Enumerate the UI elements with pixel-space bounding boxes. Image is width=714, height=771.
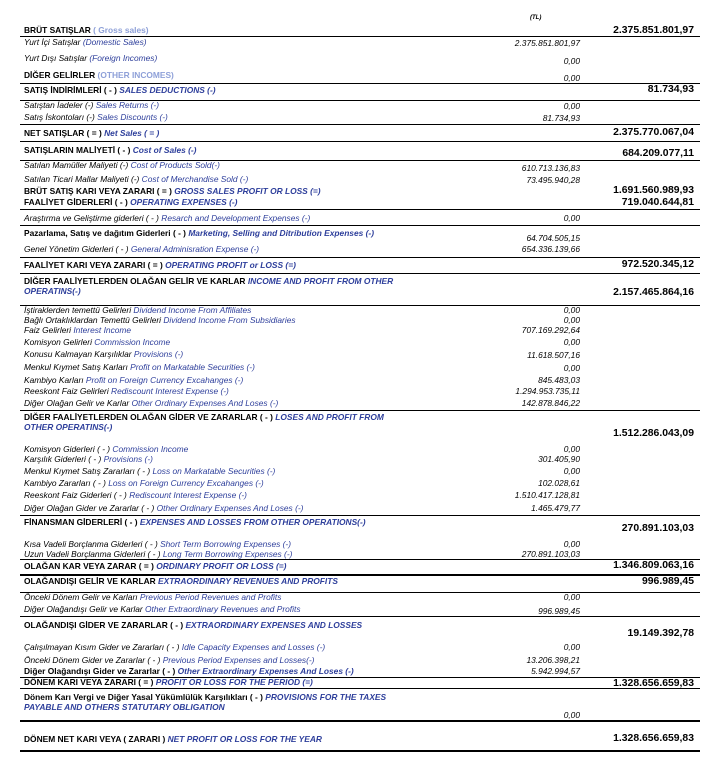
row-label-english: PROVISIONS FOR THE TAXES PAYABLE AND OTHERS STATUTARY OBLIGATION [24, 692, 387, 712]
row-label-english: Previous Period Expenses and Losses(-) [162, 655, 315, 665]
statement-row [20, 174, 700, 185]
row-label-english: Commission Income [112, 444, 189, 454]
statement-row [20, 348, 700, 361]
detail-amount: 0,00 [563, 444, 580, 454]
row-label-english: Other Ordinary Expenses And Loses (-) [156, 503, 304, 513]
row-label [24, 128, 159, 138]
statement-row [20, 454, 700, 465]
row-label-turkish: Araştırma ve Geliştirme giderleri ( - ) [24, 213, 159, 223]
row-label-turkish: NET SATIŞLAR ( = ) [24, 128, 102, 138]
statement-row [20, 83, 700, 101]
row-label-english: Provisions (-) [133, 349, 184, 359]
row-label [24, 315, 296, 325]
statement-row [20, 410, 700, 444]
row-label-turkish: Reeskont Faiz Gelirleri [24, 386, 109, 396]
row-label-turkish: Konusu Kalmayan Karşılıklar [24, 349, 132, 359]
total-amount: 2.157.465.864,16 [613, 287, 694, 298]
row-label-turkish: DİĞER FAALİYETLERDEN OLAĞAN GİDER VE ZARARLAR ( - ) [24, 412, 273, 422]
row-label-english: Dividend Income From Affiliates [133, 305, 252, 315]
row-label-turkish: Satılan Ticari Mallar Maliyeti (-) [24, 174, 140, 184]
row-label-english: Marketing, Selling and Ditribution Expenses (-) [188, 228, 374, 238]
row-label-english: Other Extraordinary Expenses And Loses (-) [177, 666, 354, 676]
row-label [24, 174, 248, 184]
detail-amount: 654.336.139,66 [521, 244, 580, 254]
row-label-turkish: FİNANSMAN GİDERLERİ ( - ) [24, 517, 138, 527]
row-label [24, 592, 281, 602]
detail-amount: 0,00 [563, 101, 580, 111]
row-label [24, 325, 131, 335]
row-label-turkish: Diğer Olağandışı Gelir ve Karlar [24, 604, 143, 614]
row-label-english: PROFIT OR LOSS FOR THE PERIOD (=) [155, 677, 313, 687]
row-label-english: Rediscount Interest Expense (-) [111, 386, 229, 396]
row-label-turkish: SATIŞLARIN MALİYETİ ( - ) [24, 145, 131, 155]
row-label [24, 642, 325, 652]
row-label-turkish: Pazarlama, Satış ve dağıtım Giderleri ( - ) [24, 228, 186, 238]
row-label-turkish: DÖNEM NET KARI VEYA ( ZARARI ) [24, 734, 166, 744]
statement-row [20, 386, 700, 396]
total-amount: 1.328.656.659,83 [613, 678, 694, 689]
row-label-turkish: OLAĞANDIŞI GİDER VE ZARARLAR ( - ) [24, 620, 184, 630]
row-label-english: OPERATING EXPENSES (-) [130, 197, 238, 207]
row-label [24, 349, 183, 359]
total-amount: 1.691.560.989,93 [613, 185, 694, 196]
row-label [24, 305, 251, 315]
row-label-turkish: Faiz Gelirleri [24, 325, 71, 335]
income-statement [20, 0, 700, 771]
statement-row [20, 602, 700, 617]
statement-row [20, 501, 700, 516]
row-label-turkish: Komisyon Giderleri ( - ) [24, 444, 111, 454]
row-label-turkish: İştiraklerden temettü Gelirleri [24, 305, 132, 315]
row-label-turkish: Kısa Vadeli Borçlanma Giderleri ( - ) [24, 539, 158, 549]
row-label-english: NET PROFIT OR LOSS FOR THE YEAR [167, 734, 322, 744]
row-label-turkish: Önceki Dönem Gider ve Zararlar ( - ) [24, 655, 161, 665]
detail-amount: 0,00 [563, 337, 580, 347]
row-label [24, 677, 313, 687]
row-label [24, 213, 310, 223]
statement-row [20, 185, 700, 197]
row-label-english: Idle Capacity Expenses and Losses (-) [181, 642, 326, 652]
row-label [24, 561, 286, 571]
row-label-english: ORDINARY PROFIT OR LOSS (=) [156, 561, 287, 571]
row-label [24, 386, 229, 396]
statement-row [20, 209, 700, 226]
detail-amount: 1.510.417.128,81 [514, 490, 580, 500]
row-label [24, 375, 243, 385]
row-label-english: Previous Period Revenues and Profits [139, 592, 282, 602]
statement-row [20, 325, 700, 336]
detail-amount: 610.713.136,83 [521, 163, 580, 173]
row-label-english: Profit on Foreign Currency Excahanges (-) [85, 375, 244, 385]
row-label [24, 112, 168, 122]
row-label-turkish: SATIŞ İNDİRİMLERİ ( - ) [24, 85, 117, 95]
row-label [24, 228, 374, 238]
row-label [24, 517, 366, 527]
row-label-turkish: BRÜT SATIŞ KARI VEYA ZARARI ( = ) [24, 186, 172, 196]
detail-amount: 0,00 [563, 466, 580, 476]
row-label-turkish: BRÜT SATIŞLAR [24, 25, 91, 35]
row-label-english: OPERATING PROFIT or LOSS (=) [165, 260, 296, 270]
row-label [24, 412, 404, 432]
row-label-english: Cost of Merchandise Sold (-) [141, 174, 249, 184]
statement-row [20, 141, 700, 161]
row-label [24, 197, 237, 207]
statement-row [20, 305, 700, 315]
statement-row [20, 66, 700, 84]
row-label-turkish: OLAĞANDIŞI GELİR VE KARLAR [24, 576, 156, 586]
detail-amount: 64.704.505,15 [526, 233, 580, 243]
total-amount: 684.209.077,11 [622, 148, 694, 159]
total-amount: 81.734,93 [647, 84, 694, 95]
row-label-english: SALES DEDUCTIONS (-) [119, 85, 216, 95]
statement-row [20, 477, 700, 489]
statement-row [20, 361, 700, 374]
row-label-english: Profit on Markatable Securities (-) [130, 362, 255, 372]
row-label-english: (Foreign Incomes) [89, 53, 158, 63]
row-label-english: Short Term Borrowing Expenses (-) [160, 539, 292, 549]
row-label-english: Net Sales ( = ) [104, 128, 160, 138]
row-label [24, 503, 303, 513]
statement-row [20, 110, 700, 125]
row-label-english: Commission Income [94, 337, 171, 347]
detail-amount: 5.942.994,57 [531, 666, 580, 676]
row-label-turkish: FAALİYET GİDERLERİ ( - ) [24, 197, 128, 207]
row-label [24, 454, 153, 464]
statement-row [20, 654, 700, 666]
row-label [24, 666, 354, 676]
row-label [24, 25, 149, 35]
detail-amount: 2.375.851.801,97 [514, 38, 580, 48]
row-label-turkish: DİĞER FAALİYETLERDEN OLAĞAN GELİR VE KARLAR [24, 276, 246, 286]
statement-row [20, 315, 700, 325]
row-label [24, 85, 216, 95]
total-amount: 719.040.644,81 [621, 197, 694, 208]
row-label-turkish: Önceki Dönem Gelir ve Karları [24, 592, 138, 602]
row-label-turkish: Satış İskontoları (-) [24, 112, 95, 122]
statement-row [20, 444, 700, 454]
statement-row [20, 273, 700, 306]
row-label [24, 655, 314, 665]
row-label-english: Sales Discounts (-) [97, 112, 168, 122]
row-label [24, 145, 196, 155]
statement-row [20, 396, 700, 411]
row-label-english: Interest Income [73, 325, 132, 335]
row-label-turkish: Kambiyo Zararları ( - ) [24, 478, 106, 488]
row-label-english: Resarch and Development Expenses (-) [161, 213, 311, 223]
row-label-turkish: Dönem Karı Vergi ve Diğer Yasal Yükümlülük Karşılıkları ( - ) [24, 692, 263, 702]
total-amount: 2.375.770.067,04 [613, 127, 694, 138]
currency-unit: (TL) [530, 15, 542, 21]
row-label [24, 734, 322, 744]
row-label [24, 37, 147, 47]
total-amount: 996.989,45 [641, 576, 694, 587]
row-label-turkish: Diğer Olağan Gider ve Zararlar ( - ) [24, 503, 155, 513]
detail-amount: 0,00 [563, 710, 580, 720]
row-label-turkish: Reeskont Faiz Giderleri ( - ) [24, 490, 127, 500]
row-label [24, 160, 220, 170]
row-label-turkish: Satılan Mamüller Maliyeti (-) [24, 160, 129, 170]
total-amount: 1.328.656.659,83 [613, 733, 694, 744]
row-label [24, 539, 291, 549]
detail-amount: 996.989,45 [538, 606, 580, 616]
detail-amount: 0,00 [563, 73, 580, 83]
row-label-english: Loss on Markatable Securities (-) [152, 466, 276, 476]
row-label-english: EXPENSES AND LOSSES FROM OTHER OPERATIONS(-) [139, 517, 366, 527]
statement-row [20, 374, 700, 386]
row-label-turkish: OLAĞAN KAR VEYA ZARAR ( = ) [24, 561, 154, 571]
row-label [24, 466, 275, 476]
row-label [24, 260, 296, 270]
statement-row [20, 100, 700, 110]
row-label-turkish: FAALİYET KARI VEYA ZARARI ( = ) [24, 260, 163, 270]
row-label-turkish: Menkul Kıymet Satış Zararları ( - ) [24, 466, 151, 476]
row-label-english: Cost of Sales (-) [132, 145, 197, 155]
row-label-english: (OTHER INCOMES) [97, 70, 174, 80]
statement-row [20, 49, 700, 66]
row-label [24, 244, 259, 254]
row-label-english: Loss on Foreign Currency Excahanges (-) [108, 478, 264, 488]
row-label-english: (Domestic Sales) [82, 37, 147, 47]
row-label-turkish: Diğer Olağandışı Gider ve Zararlar ( - ) [24, 666, 176, 676]
row-label-turkish: Menkul Kıymet Satış Karları [24, 362, 128, 372]
row-label-turkish: Karşılık Giderleri ( - ) [24, 454, 102, 464]
row-label-turkish: Yurt İçi Satışlar [24, 37, 81, 47]
row-label-turkish: Yurt Dışı Satışlar [24, 53, 87, 63]
row-label [24, 444, 188, 454]
detail-amount: 845.483,03 [538, 375, 580, 385]
row-label-english: General Adminisration Expense (-) [130, 244, 260, 254]
statement-row [20, 160, 700, 174]
row-label [24, 337, 170, 347]
row-label-english: GROSS SALES PROFIT OR LOSS (=) [174, 186, 321, 196]
row-label-english: Long Term Borrowing Expenses (-) [162, 549, 293, 559]
detail-amount: 0,00 [563, 642, 580, 652]
detail-amount: 0,00 [563, 213, 580, 223]
row-label-turkish: Diğer Olağan Gelir ve Karlar [24, 398, 130, 408]
total-amount: 972.520.345,12 [621, 259, 694, 270]
statement-row [20, 539, 700, 549]
row-label-turkish: DÖNEM KARI VEYA ZARARI ( = ) [24, 677, 154, 687]
row-label-english: ( Gross sales) [93, 25, 149, 35]
detail-amount: 0,00 [563, 315, 580, 325]
row-label [24, 549, 292, 559]
statement-row [20, 688, 700, 722]
detail-amount: 0,00 [563, 305, 580, 315]
row-label [24, 398, 278, 408]
row-label-english: EXTRAORDINARY EXPENSES AND LOSSES [185, 620, 363, 630]
row-label-english: Provisions (-) [103, 454, 153, 464]
total-amount: 1.512.286.043,09 [613, 428, 694, 439]
row-label [24, 478, 264, 488]
row-label [24, 604, 301, 614]
detail-amount: 81.734,93 [542, 113, 580, 123]
total-amount: 270.891.103,03 [621, 523, 694, 534]
row-label-turkish: Komisyon Gelirleri [24, 337, 92, 347]
row-label [24, 362, 255, 372]
row-label [24, 70, 174, 80]
total-amount: 1.346.809.063,16 [613, 560, 694, 571]
detail-amount: 11.618.507,16 [527, 350, 580, 360]
detail-amount: 270.891.103,03 [521, 549, 580, 559]
statement-row [20, 36, 700, 49]
row-label [24, 100, 159, 110]
statement-row [20, 124, 700, 142]
statement-row [20, 574, 700, 593]
statement-row [20, 592, 700, 602]
row-label [24, 490, 247, 500]
statement-row [20, 225, 700, 241]
row-label-english: Cost of Products Sold(-) [130, 160, 220, 170]
statement-row [20, 489, 700, 501]
detail-amount: 1.294.953.735,11 [515, 386, 580, 396]
row-label-english: LOSES AND PROFIT FROM OTHER OPERATINS(-) [24, 412, 384, 432]
total-amount: 19.149.392,78 [627, 628, 694, 639]
row-label-english: Other Extraordinary Revenues and Profits [145, 604, 301, 614]
statement-row [20, 336, 700, 348]
detail-amount: 73.495.940,28 [526, 175, 580, 185]
row-label [24, 620, 362, 630]
detail-amount: 0,00 [563, 592, 580, 602]
row-label-english: Dividend Income From Subsidiaries [163, 315, 296, 325]
row-label-turkish: Satıştan İadeler (-) [24, 100, 94, 110]
detail-amount: 0,00 [563, 56, 580, 66]
statement-row [20, 241, 700, 258]
detail-amount: 707.169.292,64 [521, 325, 580, 335]
statement-row [20, 641, 700, 654]
row-label-turkish: Uzun Vadeli Borçlanma Giderleri ( - ) [24, 549, 161, 559]
row-label-turkish: DİĞER GELİRLER [24, 70, 96, 80]
statement-row [20, 616, 700, 641]
row-label-turkish: Kambiyo Karları [24, 375, 84, 385]
row-label-turkish: Bağlı Ortaklıklardan Temettü Gelirleri [24, 315, 162, 325]
row-label-english: Other Ordinary Expenses And Loses (-) [131, 398, 279, 408]
detail-amount: 13.206.398,21 [526, 655, 580, 665]
row-label-english: Rediscount Interest Expense (-) [129, 490, 247, 500]
row-label [24, 53, 157, 63]
row-label [24, 576, 338, 586]
row-label-turkish: Genel Yönetim Giderleri ( - ) [24, 244, 129, 254]
row-label [24, 692, 404, 712]
statement-row [20, 257, 700, 274]
detail-amount: 0,00 [563, 363, 580, 373]
detail-amount: 142.878.846,22 [521, 398, 580, 408]
detail-amount: 301.405,90 [538, 454, 580, 464]
row-label-english: EXTRAORDINARY REVENUES AND PROFITS [158, 576, 338, 586]
row-label-english: Sales Returns (-) [95, 100, 159, 110]
row-label [24, 276, 404, 296]
detail-amount: 0,00 [563, 539, 580, 549]
row-label-turkish: Çalışılmayan Kısım Gider ve Zararları ( - ) [24, 642, 180, 652]
statement-row [20, 515, 700, 539]
total-amount: 2.375.851.801,97 [613, 25, 694, 36]
statement-row [20, 465, 700, 477]
row-label [24, 186, 321, 196]
statement-row [20, 720, 700, 752]
row-label-english: INCOME AND PROFIT FROM OTHER OPERATINS(-) [24, 276, 394, 296]
detail-amount: 102.028,61 [538, 478, 580, 488]
detail-amount: 1.465.479,77 [531, 503, 580, 513]
